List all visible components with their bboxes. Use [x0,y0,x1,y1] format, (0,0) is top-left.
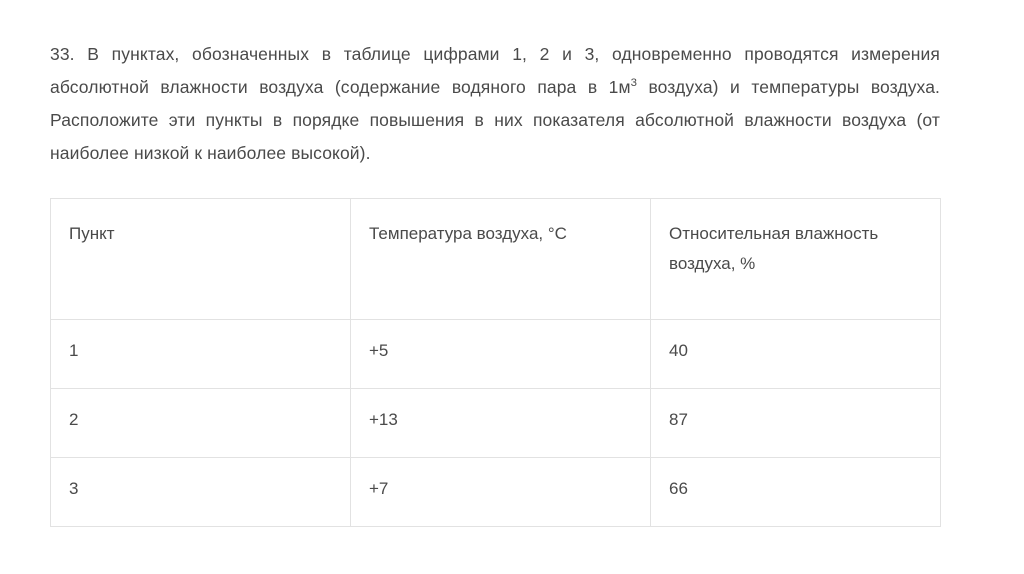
cell-point: 2 [51,389,351,458]
question-text-part-2: воздуха) и температуры воздуха. Расположите эти пункты в порядке повышения в них показателя абсолютной влажности воздуха (от наиболее низкой к наиболее высокой). [50,77,941,163]
table-row [51,320,941,389]
cell-temperature: +5 [351,320,651,389]
data-table-wrapper [50,198,940,527]
table-row [51,389,941,458]
table-header-point: Пункт [51,199,351,320]
table-row [51,458,941,527]
cell-temperature: +7 [351,458,651,527]
cell-point: 3 [51,458,351,527]
cell-temperature: +13 [351,389,651,458]
cell-point: 1 [51,320,351,389]
table-header-temperature: Температура воздуха, °C [351,199,651,320]
question-paragraph [50,38,940,170]
cell-humidity: 66 [651,458,941,527]
cubic-meter-superscript: 3 [630,77,638,90]
question-number: 33. [50,44,75,64]
cell-humidity: 40 [651,320,941,389]
question-text-part-1: В пунктах, обозначенных в таблице цифрами 1, 2 и 3, одновременно проводятся измерения абсолютной влажности воздуха (содержание водяного пара в 1м [50,44,940,97]
table-header-humidity: Относительная влажность воздуха, % [651,199,941,320]
measurements-table [50,198,941,527]
cell-humidity: 87 [651,389,941,458]
table-header-row [51,199,941,320]
